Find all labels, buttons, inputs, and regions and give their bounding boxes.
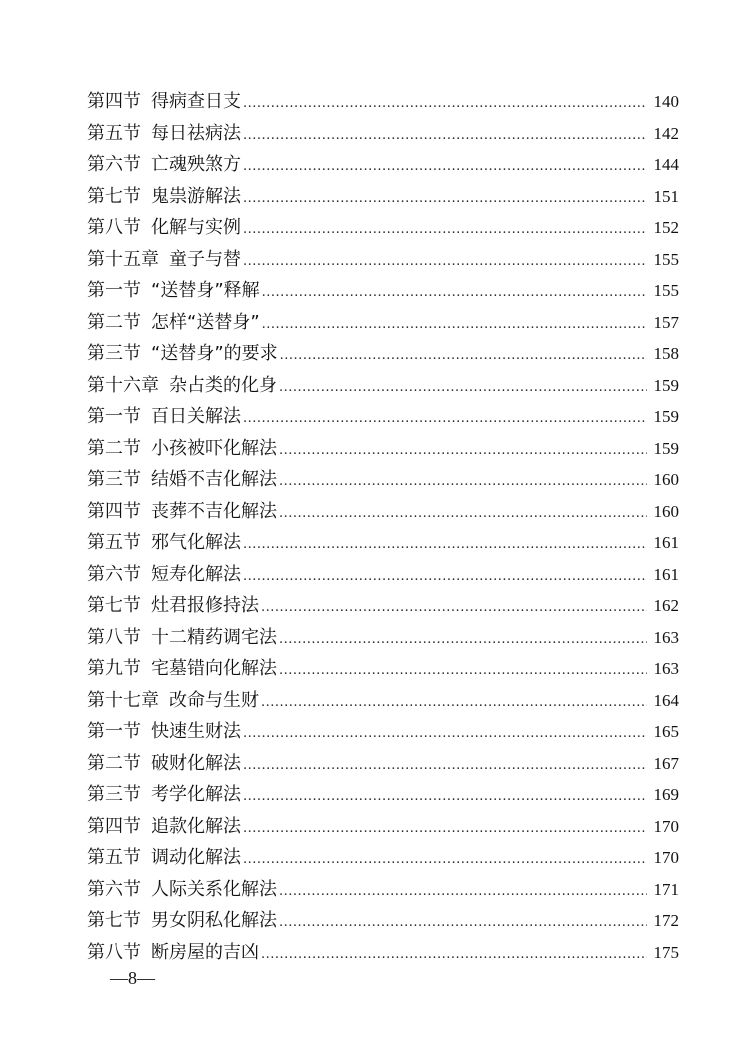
toc-entry-number: 第九节 <box>87 658 141 679</box>
toc-dot-leader <box>243 120 647 152</box>
toc-entry-title: 改命与生财 <box>169 689 259 711</box>
toc-entry-number: 第二节 <box>87 752 141 774</box>
toc-entry-title: “送替身”释解 <box>151 280 260 301</box>
toc-entry-page: 140 <box>653 92 679 111</box>
toc-entry-number: 第六节 <box>87 878 141 900</box>
toc-entry-number: 第七节 <box>87 595 141 616</box>
toc-entry-number: 第八节 <box>87 626 141 648</box>
toc-entry-title: 百日关解法 <box>151 406 241 427</box>
toc-entry-title: 得病查日支 <box>151 91 241 112</box>
toc-entry-page: 169 <box>653 785 679 804</box>
toc-entry <box>87 464 679 496</box>
toc-entry-page: 155 <box>653 249 679 269</box>
toc-entry-title: 鬼祟游解法 <box>151 185 241 207</box>
toc-dot-leader <box>279 435 647 467</box>
toc-entry-title: 快速生财法 <box>151 721 241 742</box>
toc-entry <box>87 149 679 181</box>
toc-entry-title: 丧葬不吉化解法 <box>151 500 277 522</box>
toc-entry-number: 第八节 <box>87 217 141 238</box>
toc-dot-leader <box>279 876 647 908</box>
toc-dot-leader <box>261 939 647 971</box>
toc-entry <box>87 496 679 528</box>
toc-entry-page: 157 <box>653 312 679 332</box>
toc-entry-page: 159 <box>653 407 679 426</box>
toc-entry-title: 宅墓错向化解法 <box>151 658 277 679</box>
toc-dot-leader <box>243 813 647 845</box>
toc-entry-page: 163 <box>653 627 679 647</box>
toc-entry-number: 第六节 <box>87 563 141 585</box>
toc-entry-title: 小孩被吓化解法 <box>151 437 277 459</box>
toc-entry-page: 170 <box>653 816 679 836</box>
toc-entry-page: 172 <box>653 911 679 930</box>
toc-entry <box>87 118 679 150</box>
toc-entry-number: 第三节 <box>87 343 141 364</box>
toc-entry <box>87 842 679 874</box>
toc-entry-number: 第四节 <box>87 91 141 112</box>
toc-entry <box>87 244 679 276</box>
toc-dot-leader <box>279 655 647 687</box>
toc-entry-number: 第五节 <box>87 532 141 553</box>
toc-entry-number: 第二节 <box>87 311 141 333</box>
toc-entry-number: 第一节 <box>87 406 141 427</box>
toc-entry-number: 第五节 <box>87 122 141 144</box>
toc-dot-leader <box>279 624 647 656</box>
toc-entry-page: 165 <box>653 722 679 741</box>
toc-entry <box>87 212 679 244</box>
toc-dot-leader <box>243 561 647 593</box>
toc-entry-number: 第七节 <box>87 185 141 207</box>
toc-entry-number: 第一节 <box>87 721 141 742</box>
toc-entry-title: 邪气化解法 <box>151 532 241 553</box>
toc-entry <box>87 370 679 402</box>
toc-dot-leader <box>279 498 647 530</box>
toc-entry-number: 第四节 <box>87 815 141 837</box>
toc-dot-leader <box>262 309 647 341</box>
toc-entry-number: 第六节 <box>87 154 141 175</box>
toc-entry-page: 159 <box>653 375 679 395</box>
toc-entry-page: 171 <box>653 879 679 899</box>
table-of-contents <box>87 86 679 968</box>
toc-entry-title: 短寿化解法 <box>151 563 241 585</box>
toc-entry <box>87 590 679 622</box>
toc-entry-page: 159 <box>653 438 679 458</box>
toc-entry <box>87 779 679 811</box>
toc-dot-leader <box>243 246 647 278</box>
toc-entry <box>87 622 679 654</box>
toc-dot-leader <box>243 403 647 435</box>
toc-dot-leader <box>261 592 647 624</box>
toc-entry-title: 亡魂殃煞方 <box>151 154 241 175</box>
toc-dot-leader <box>279 466 647 498</box>
toc-dot-leader <box>243 844 647 876</box>
toc-entry-page: 152 <box>653 218 679 237</box>
toc-entry <box>87 653 679 685</box>
toc-entry <box>87 811 679 843</box>
toc-entry <box>87 748 679 780</box>
toc-entry-page: 142 <box>653 123 679 143</box>
toc-dot-leader <box>243 718 647 750</box>
toc-dot-leader <box>261 687 647 719</box>
toc-entry-page: 160 <box>653 470 679 489</box>
toc-entry-title: 男女阴私化解法 <box>151 910 277 931</box>
toc-dot-leader <box>243 781 647 813</box>
toc-entry <box>87 181 679 213</box>
toc-entry-page: 163 <box>653 659 679 678</box>
toc-entry-number: 第七节 <box>87 910 141 931</box>
toc-dot-leader <box>243 214 647 246</box>
toc-entry-title: 追款化解法 <box>151 815 241 837</box>
toc-entry <box>87 338 679 370</box>
toc-entry <box>87 307 679 339</box>
toc-entry-title: 童子与替 <box>169 248 241 270</box>
page-number: —8— <box>110 968 155 988</box>
toc-dot-leader <box>262 277 647 309</box>
toc-entry-page: 167 <box>653 753 679 773</box>
toc-entry <box>87 716 679 748</box>
toc-entry-page: 158 <box>653 344 679 363</box>
toc-entry <box>87 559 679 591</box>
toc-entry-title: 每日祛病法 <box>151 122 241 144</box>
toc-entry-page: 170 <box>653 848 679 867</box>
toc-entry-page: 161 <box>653 564 679 584</box>
toc-entry <box>87 433 679 465</box>
toc-dot-leader <box>243 151 647 183</box>
toc-entry-page: 162 <box>653 596 679 615</box>
toc-entry <box>87 86 679 118</box>
toc-entry-title: 怎样“送替身” <box>151 311 260 333</box>
toc-dot-leader <box>279 372 647 404</box>
toc-entry-number: 第一节 <box>87 280 141 301</box>
toc-entry-page: 161 <box>653 533 679 552</box>
toc-entry-title: “送替身”的要求 <box>151 343 278 364</box>
toc-entry-number: 第十六章 <box>87 374 159 396</box>
toc-dot-leader <box>243 529 647 561</box>
toc-dot-leader <box>279 907 647 939</box>
toc-entry-page: 164 <box>653 690 679 710</box>
toc-entry-title: 灶君报修持法 <box>151 595 259 616</box>
toc-entry <box>87 874 679 906</box>
toc-entry-number: 第四节 <box>87 500 141 522</box>
toc-entry-page: 175 <box>653 942 679 962</box>
toc-entry <box>87 275 679 307</box>
toc-entry-title: 调动化解法 <box>151 847 241 868</box>
toc-entry-title: 结婚不吉化解法 <box>151 469 277 490</box>
toc-entry-number: 第八节 <box>87 941 141 963</box>
toc-dot-leader <box>243 750 647 782</box>
toc-entry <box>87 685 679 717</box>
toc-entry-number: 第五节 <box>87 847 141 868</box>
toc-entry <box>87 937 679 969</box>
toc-entry-page: 155 <box>653 281 679 300</box>
toc-entry-title: 破财化解法 <box>151 752 241 774</box>
toc-entry-page: 151 <box>653 186 679 206</box>
toc-entry-number: 第二节 <box>87 437 141 459</box>
toc-entry <box>87 905 679 937</box>
toc-entry-title: 十二精药调宅法 <box>151 626 277 648</box>
toc-entry-page: 160 <box>653 501 679 521</box>
toc-entry-number: 第十五章 <box>87 248 159 270</box>
toc-entry-number: 第三节 <box>87 784 141 805</box>
toc-entry-title: 人际关系化解法 <box>151 878 277 900</box>
toc-entry <box>87 401 679 433</box>
toc-entry-title: 考学化解法 <box>151 784 241 805</box>
toc-dot-leader <box>280 340 647 372</box>
toc-entry-title: 断房屋的吉凶 <box>151 941 259 963</box>
toc-dot-leader <box>243 88 647 120</box>
toc-entry-number: 第三节 <box>87 469 141 490</box>
toc-dot-leader <box>243 183 647 215</box>
toc-entry <box>87 527 679 559</box>
toc-entry-number: 第十七章 <box>87 689 159 711</box>
toc-entry-title: 化解与实例 <box>151 217 241 238</box>
toc-entry-title: 杂占类的化身 <box>169 374 277 396</box>
toc-entry-page: 144 <box>653 155 679 174</box>
